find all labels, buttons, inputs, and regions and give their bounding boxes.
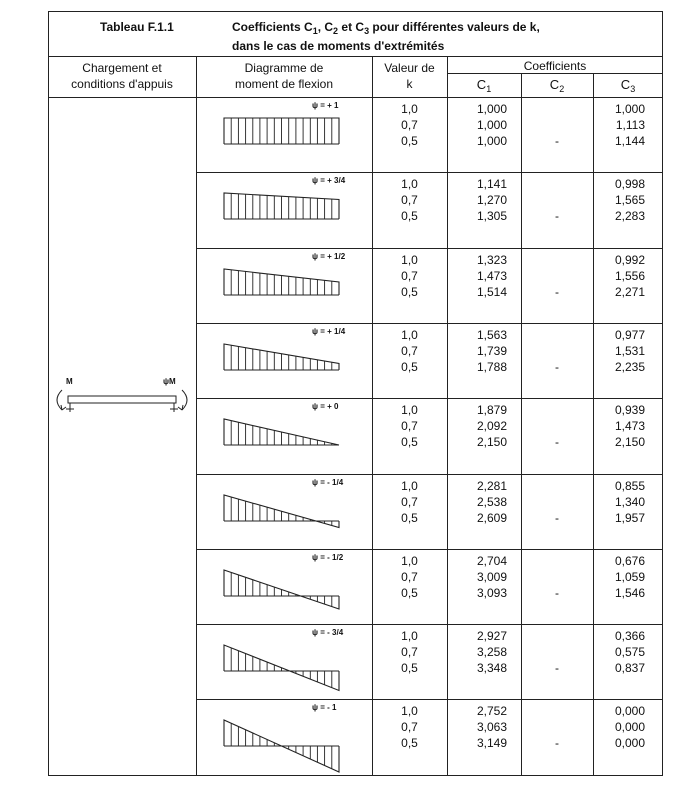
c3-value: 1,556 <box>614 269 645 283</box>
c1-value: 3,348 <box>476 661 507 675</box>
c1-value: 2,752 <box>476 704 507 718</box>
c1-value: 1,000 <box>476 102 507 116</box>
c3-value: 1,340 <box>614 495 645 509</box>
c3-value: 0,998 <box>614 177 645 191</box>
c2-value: - <box>555 511 559 525</box>
c3-value: 0,939 <box>614 403 645 417</box>
k-value: 0,7 <box>401 645 418 659</box>
k-value: 0,5 <box>401 134 418 148</box>
c3-value: 2,235 <box>614 360 645 374</box>
c1-value: 3,149 <box>476 736 507 750</box>
c3-value: 0,992 <box>614 253 645 267</box>
k-value: 1,0 <box>401 253 418 267</box>
c3-value: 0,000 <box>614 720 645 734</box>
psi-label: ψ = + 1/2 <box>312 252 346 261</box>
c1-value: 2,150 <box>476 435 507 449</box>
col-diagram-line1: Diagramme de <box>244 61 324 75</box>
c1-value: 3,063 <box>476 720 507 734</box>
psi-label: ψ = + 1/4 <box>312 327 346 336</box>
psi-label: ψ = - 1 <box>312 703 337 712</box>
c1-value: 2,609 <box>476 511 507 525</box>
psi-label: ψ = + 3/4 <box>312 176 346 185</box>
beam-right-moment-label: ψM <box>163 377 176 386</box>
c3-value: 1,565 <box>614 193 645 207</box>
c1-value: 1,473 <box>476 269 507 283</box>
c1-value: 1,270 <box>476 193 507 207</box>
c1-value: 3,009 <box>476 570 507 584</box>
k-value: 1,0 <box>401 554 418 568</box>
k-value: 0,7 <box>401 419 418 433</box>
c3-value: 0,977 <box>614 328 645 342</box>
k-value: 0,7 <box>401 118 418 132</box>
psi-label: ψ = - 1/4 <box>312 478 344 487</box>
col-loading-line2: conditions d'appuis <box>71 77 173 91</box>
c2-value: - <box>555 435 559 449</box>
k-value: 0,5 <box>401 360 418 374</box>
c3-value: 1,059 <box>614 570 645 584</box>
col-c1: $C_1$ <box>476 77 492 94</box>
k-value: 1,0 <box>401 629 418 643</box>
c1-value: 1,000 <box>476 118 507 132</box>
c3-value: 1,531 <box>614 344 645 358</box>
psi-label: ψ = + 0 <box>312 402 339 411</box>
k-value: 0,5 <box>401 511 418 525</box>
c3-value: 0,676 <box>614 554 645 568</box>
k-value: 1,0 <box>401 704 418 718</box>
k-value: 0,7 <box>401 193 418 207</box>
c1-value: 2,538 <box>476 495 507 509</box>
psi-label: ψ = + 1 <box>312 101 339 110</box>
k-value: 1,0 <box>401 102 418 116</box>
psi-label: ψ = - 1/2 <box>312 553 344 562</box>
k-value: 1,0 <box>401 403 418 417</box>
col-loading-line1: Chargement et <box>82 61 162 75</box>
k-value: 0,7 <box>401 269 418 283</box>
table-title-line1: Coefficients $C_1$, $C_2$ et $C_3$ pour différentes valeurs de k, <box>232 20 540 36</box>
k-value: 0,5 <box>401 661 418 675</box>
c1-value: 1,788 <box>476 360 507 374</box>
c2-value: - <box>555 209 559 223</box>
k-value: 0,7 <box>401 344 418 358</box>
k-value: 0,5 <box>401 586 418 600</box>
c1-value: 3,258 <box>476 645 507 659</box>
c1-value: 1,879 <box>476 403 507 417</box>
c3-value: 0,366 <box>614 629 645 643</box>
c3-value: 0,855 <box>614 479 645 493</box>
k-value: 0,7 <box>401 495 418 509</box>
psi-label: ψ = - 3/4 <box>312 628 344 637</box>
k-value: 0,5 <box>401 736 418 750</box>
c3-value: 0,000 <box>614 736 645 750</box>
col-c3: $C_3$ <box>620 77 636 94</box>
c1-value: 2,704 <box>476 554 507 568</box>
c2-value: - <box>555 134 559 148</box>
c1-value: 1,000 <box>476 134 507 148</box>
c2-value: - <box>555 285 559 299</box>
col-coefficients: Coefficients <box>523 59 587 73</box>
c1-value: 2,092 <box>476 419 507 433</box>
c3-value: 0,000 <box>614 704 645 718</box>
k-value: 0,5 <box>401 285 418 299</box>
k-value: 1,0 <box>401 328 418 342</box>
col-k-line1: Valeur de <box>384 61 435 75</box>
c1-value: 1,141 <box>476 177 507 191</box>
c2-value: - <box>555 360 559 374</box>
col-c2: $C_2$ <box>549 77 565 94</box>
c3-value: 1,144 <box>614 134 645 148</box>
c3-value: 1,473 <box>614 419 645 433</box>
c1-value: 1,514 <box>476 285 507 299</box>
c3-value: 2,271 <box>614 285 645 299</box>
col-k-line2: k <box>406 77 413 91</box>
c3-value: 1,546 <box>614 586 645 600</box>
c3-value: 0,837 <box>614 661 645 675</box>
c1-value: 2,281 <box>476 479 507 493</box>
table-title-line2: dans le cas de moments d'extrémités <box>232 39 445 53</box>
c1-value: 1,739 <box>476 344 507 358</box>
beam-left-moment-label: M <box>66 377 73 386</box>
c3-value: 2,150 <box>614 435 645 449</box>
c1-value: 1,563 <box>476 328 507 342</box>
k-value: 0,5 <box>401 209 418 223</box>
col-diagram-line2: moment de flexion <box>234 77 334 91</box>
c3-value: 1,000 <box>614 102 645 116</box>
k-value: 1,0 <box>401 479 418 493</box>
c1-value: 2,927 <box>476 629 507 643</box>
k-value: 0,7 <box>401 570 418 584</box>
c1-value: 1,305 <box>476 209 507 223</box>
c1-value: 1,323 <box>476 253 507 267</box>
c3-value: 1,957 <box>614 511 645 525</box>
c3-value: 1,113 <box>615 118 645 132</box>
k-value: 0,5 <box>401 435 418 449</box>
table-id: Tableau F.1.1 <box>100 20 174 34</box>
k-value: 1,0 <box>401 177 418 191</box>
c3-value: 0,575 <box>614 645 645 659</box>
c2-value: - <box>555 736 559 750</box>
c2-value: - <box>555 586 559 600</box>
c3-value: 2,283 <box>614 209 645 223</box>
c1-value: 3,093 <box>476 586 507 600</box>
k-value: 0,7 <box>401 720 418 734</box>
c2-value: - <box>555 661 559 675</box>
